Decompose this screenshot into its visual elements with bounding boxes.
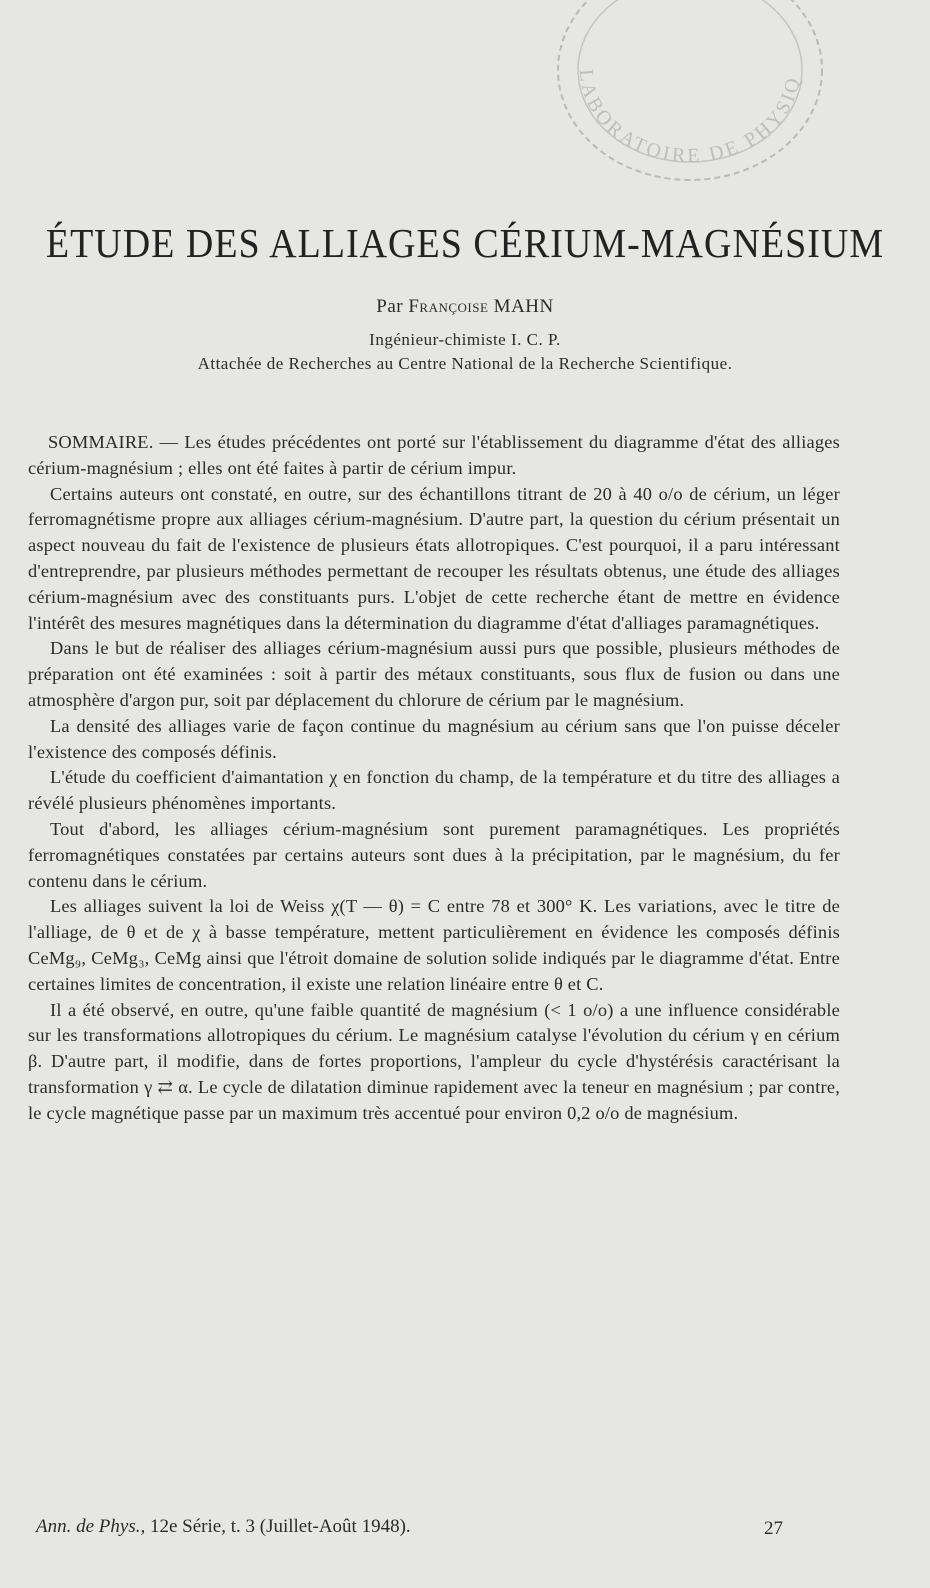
paragraph-8: Il a été observé, en outre, qu'une faible quantité de magnésium (< 1 o/o) a une influence considérable sur les transformations allotropiques du cérium. Le magnésium catalyse l'évolution du cérium γ en cérium β. D'autre part, il modifie, dans de fortes proportions, l'ampleur du cycle d'hystérésis caractérisant la transformation γ ⇄ α. Le cycle de dilatation diminue rapidement avec la teneur en magnésium ; par contre, le cycle magnétique passe par un maximum très accentué pour environ 0,2 o/o de magnésium. [28,999,840,1123]
author-last-name: MAHN [493,296,554,317]
paragraph-3: Dans le but de réaliser des alliages cérium-magnésium aussi purs que possible, plusieurs méthodes de préparation ont été examinées : soit à partir des métaux constituants, sous flux de fusion ou dans une atmosphère d'argon pur, soit par déplacement du chlorure de cérium par le magnésium. [28,638,840,710]
article-title: ÉTUDE DES ALLIAGES CÉRIUM-MAGNÉSIUM [45,221,885,267]
author-first-name: Françoise [408,296,489,317]
svg-text:LABORATOIRE DE PHYSIQUE ÉCOLE [540,0,805,167]
paragraph-1: SOMMAIRE. — Les études précédentes ont porté sur l'établissement du diagramme d'état des alliages cérium-magnésium ; elles ont été faites à partir de cérium impur. [28,432,840,478]
summary-body [28,430,840,1127]
paragraph-6: Tout d'abord, les alliages cérium-magnésium sont purement paramagnétiques. Les propriétés ferromagnétiques constatées par certains auteurs sont dues à la précipitation, par le magnésium, du fer contenu dans le cérium. [28,818,840,891]
author-line [0,296,930,318]
page-number: 27 [764,1518,783,1539]
paragraph-4: La densité des alliages varie de façon continue du magnésium au cérium sans que l'on puisse déceler l'existence des composés définis. [28,715,840,762]
author-prefix: Par [376,296,404,317]
library-stamp [540,0,830,210]
paragraph-7: Les alliages suivent la loi de Weiss χ(T — θ) = C entre 78 et 300° K. Les variations, avec le titre de l'alliage, de θ et de χ à basse température, mettent particulièrement en évidence les composés définis CeMg₉, CeMg₃, CeMg ainsi que l'étroit domaine de solution solide indiqués par le diagramme d'état. Entre certaines limites de concentration, il existe une relation linéaire entre θ et C. [28,896,840,994]
journal-series: , 12e Série, t. 3 (Juillet-Août 1948). [140,1516,411,1537]
author-credential-2: Attachée de Recherches au Centre National de la Recherche Scientifique. [197,354,733,373]
journal-citation [36,1516,411,1538]
author-credential-1: Ingénieur-chimiste I. C. P. [369,330,561,349]
paragraph-5: L'étude du coefficient d'aimantation χ en fonction du champ, de la température et du titre des alliages a révélé plusieurs phénomènes importants. [28,767,840,814]
paragraph-2: Certains auteurs ont constaté, en outre, sur des échantillons titrant de 20 à 40 o/o de cérium, un léger ferromagnétisme propre aux alliages cérium-magnésium. D'autre part, la question du cérium présentait un aspect nouveau du fait de l'existence de plusieurs états allotropiques. C'est pourquoi, il a paru intéressant d'entreprendre, par plusieurs méthodes permettant de recouper les résultats obtenus, une étude des alliages cérium-magnésium avec des constituants purs. L'objet de cette recherche étant de mettre en évidence l'intérêt des mesures magnétiques dans la détermination du diagramme d'état d'alliages paramagnétiques. [28,483,840,633]
stamp-text: LABORATOIRE DE PHYSIQ [574,68,806,168]
journal-name: Ann. de Phys. [36,1516,141,1537]
